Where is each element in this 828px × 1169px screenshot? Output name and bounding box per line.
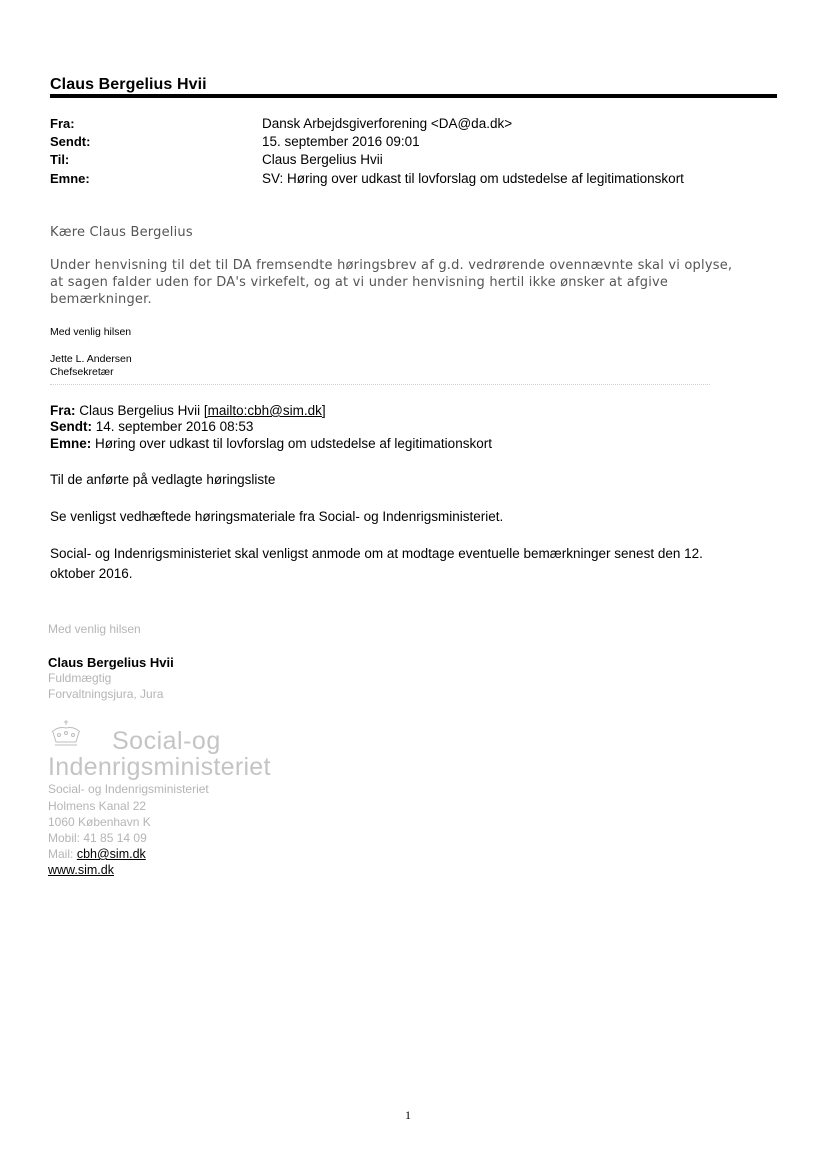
signature-city: 1060 København K [48, 815, 151, 829]
original-sent-line [50, 419, 253, 434]
signature-web-link[interactable]: www.sim.dk [48, 863, 114, 877]
header-from-value: Dansk Arbejdsgiverforening <DA@da.dk> [262, 116, 513, 131]
signature-mail-link[interactable]: cbh@sim.dk [76, 847, 146, 861]
original-paragraph-2: Se venligst vedhæftede høringsmateriale fra Social- og Indenrigsministeriet. [50, 509, 504, 524]
signature-name: Claus Bergelius Hvii [48, 655, 174, 670]
signature-mail-label: Mail: [48, 847, 74, 861]
original-paragraph-3-line-1: Social- og Indenrigsministeriet skal venligst anmode om at modtage eventuelle bemærkninger senest den 12. [50, 546, 703, 561]
message-separator [50, 384, 710, 385]
original-paragraph-1: Til de anførte på vedlagte høringsliste [50, 472, 276, 487]
original-from-value: Claus Bergelius Hvii [79, 403, 201, 418]
signature-department: Forvaltningsjura, Jura [48, 687, 164, 701]
document-title: Claus Bergelius Hvii [50, 76, 207, 93]
signature-mail-line [48, 847, 146, 861]
original-from-line [50, 403, 326, 418]
logo-text-bottom: Indenrigsministeriet [48, 753, 271, 781]
signature-mobile: Mobil: 41 85 14 09 [48, 831, 147, 845]
logo-text-top: Social-og [112, 727, 221, 755]
reply-greeting: Kære Claus Bergelius [50, 225, 193, 240]
header-sent-label: Sendt: [50, 134, 91, 149]
signature-org: Social- og Indenrigsministeriet [48, 782, 209, 796]
original-from-label: Fra: [50, 403, 76, 418]
original-subject-value: Høring over udkast til lovforslag om udstedelse af legitimationskort [95, 436, 492, 451]
signature-street: Holmens Kanal 22 [48, 799, 147, 813]
original-mailto-link[interactable]: [mailto:cbh@sim.dk] [203, 403, 326, 418]
header-subject-value: SV: Høring over udkast til lovforslag om udstedelse af legitimationskort [262, 171, 684, 186]
reply-sender-name: Jette L. Andersen [50, 353, 132, 365]
reply-line-1: Under henvisning til det til DA fremsendte høringsbrev af g.d. vedrørende ovennævnte skal vi oplyse, [50, 258, 733, 273]
header-subject-label: Emne: [50, 171, 90, 186]
header-to-label: Til: [50, 152, 70, 167]
original-subject-line [50, 436, 492, 451]
reply-line-2: at sagen falder uden for DA's virkefelt, og at vi under henvisning hertil ikke ønsker at afgive [50, 275, 669, 290]
signature-closing: Med venlig hilsen [48, 622, 141, 636]
crown-logo-icon [48, 718, 84, 750]
reply-closing: Med venlig hilsen [50, 326, 132, 338]
header-from-label: Fra: [50, 116, 75, 131]
original-sent-label: Sendt: [50, 419, 92, 434]
original-sent-value: 14. september 2016 08:53 [95, 419, 254, 434]
reply-line-3: bemærkninger. [50, 292, 152, 307]
page-number: 1 [405, 1108, 411, 1122]
header-to-value: Claus Bergelius Hvii [262, 152, 383, 167]
signature-role: Fuldmægtig [48, 671, 112, 685]
original-paragraph-3-line-2: oktober 2016. [50, 566, 133, 581]
original-subject-label: Emne: [50, 436, 92, 451]
header-sent-value: 15. september 2016 09:01 [262, 134, 420, 149]
title-divider [50, 94, 777, 98]
reply-sender-title: Chefsekretær [50, 366, 114, 378]
